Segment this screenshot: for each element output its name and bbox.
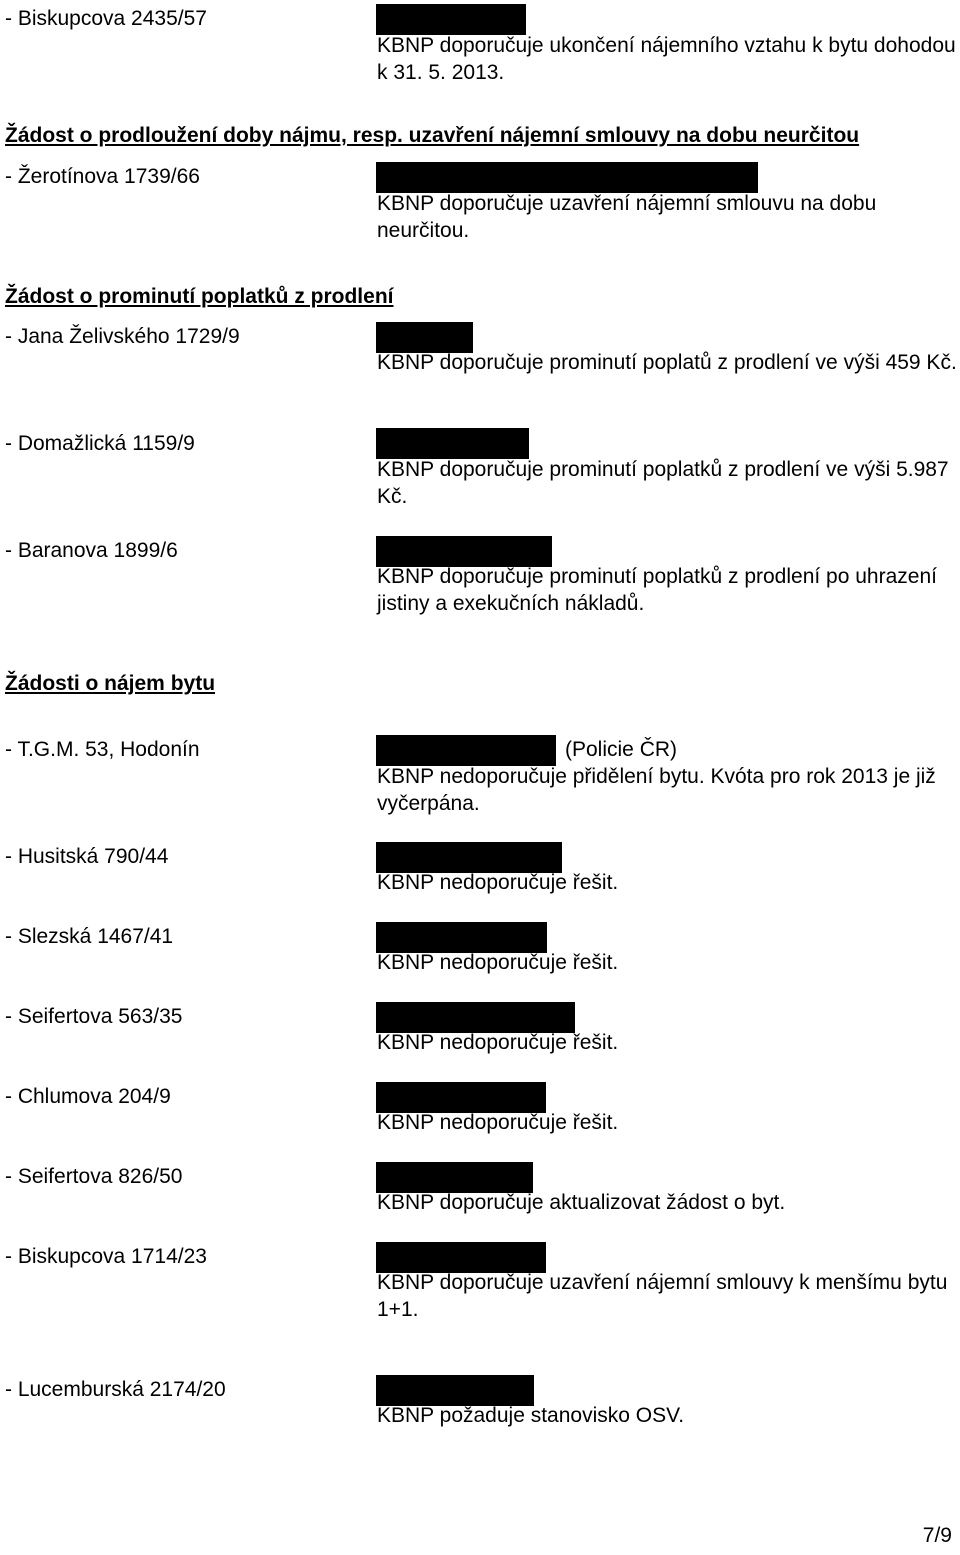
entry-address: - Žerotínova 1739/66	[5, 165, 200, 188]
entry-address: - Chlumova 204/9	[5, 1085, 171, 1108]
entry-address: - Domažlická 1159/9	[5, 432, 195, 455]
page-number: 7/9	[922, 1524, 952, 1547]
entry-address: - Biskupcova 1714/23	[5, 1245, 207, 1268]
entry-note: KBNP doporučuje uzavření nájemní smlouvy k menšímu bytu 1+1.	[377, 1271, 948, 1321]
entry-address: - Seifertova 826/50	[5, 1165, 183, 1188]
entry-note: KBNP nedoporučuje řešit.	[377, 1111, 619, 1134]
section-heading: Žádost o prominutí poplatků z prodlení	[5, 285, 394, 308]
section-heading: Žádost o prodloužení doby nájmu, resp. uzavření nájemní smlouvy na dobu neurčitou	[5, 124, 860, 147]
entry-note: KBNP doporučuje prominutí poplatků z prodlení ve výši 5.987 Kč.	[377, 458, 949, 508]
entry-address: - T.G.M. 53, Hodonín	[5, 738, 200, 761]
section-heading: Žádosti o nájem bytu	[5, 672, 216, 695]
entry-note: KBNP doporučuje prominutí poplatků z prodlení po uhrazení jistiny a exekučních nákladů.	[377, 565, 937, 615]
redacted-name	[376, 735, 556, 766]
entry-note: KBNP doporučuje aktualizovat žádost o byt.	[377, 1191, 786, 1214]
entry-note: KBNP nedoporučuje přidělení bytu. Kvóta pro rok 2013 je již vyčerpána.	[377, 765, 936, 815]
entry-address: - Seifertova 563/35	[5, 1005, 183, 1028]
redacted-name	[376, 4, 526, 35]
redacted-name	[376, 428, 529, 459]
entry-address: - Jana Želivského 1729/9	[5, 325, 240, 348]
entry-note: KBNP doporučuje ukončení nájemního vztahu k bytu dohodou k 31. 5. 2013.	[377, 34, 956, 84]
entry-note: KBNP doporučuje uzavření nájemní smlouvu na dobu neurčitou.	[377, 192, 877, 242]
entry-address: - Slezská 1467/41	[5, 925, 174, 948]
redacted-name	[376, 162, 758, 193]
entry-address: - Lucemburská 2174/20	[5, 1378, 226, 1401]
entry-address: - Baranova 1899/6	[5, 539, 178, 562]
entry-note: KBNP požaduje stanovisko OSV.	[377, 1404, 685, 1427]
entry-name-suffix: (Policie ČR)	[565, 738, 678, 761]
entry-address: - Husitská 790/44	[5, 845, 169, 868]
entry-note: KBNP nedoporučuje řešit.	[377, 871, 619, 894]
entry-address: - Biskupcova 2435/57	[5, 7, 207, 30]
entry-note: KBNP nedoporučuje řešit.	[377, 1031, 619, 1054]
entry-note: KBNP nedoporučuje řešit.	[377, 951, 619, 974]
entry-note: KBNP doporučuje prominutí poplatů z prodlení ve výši 459 Kč.	[377, 351, 957, 374]
